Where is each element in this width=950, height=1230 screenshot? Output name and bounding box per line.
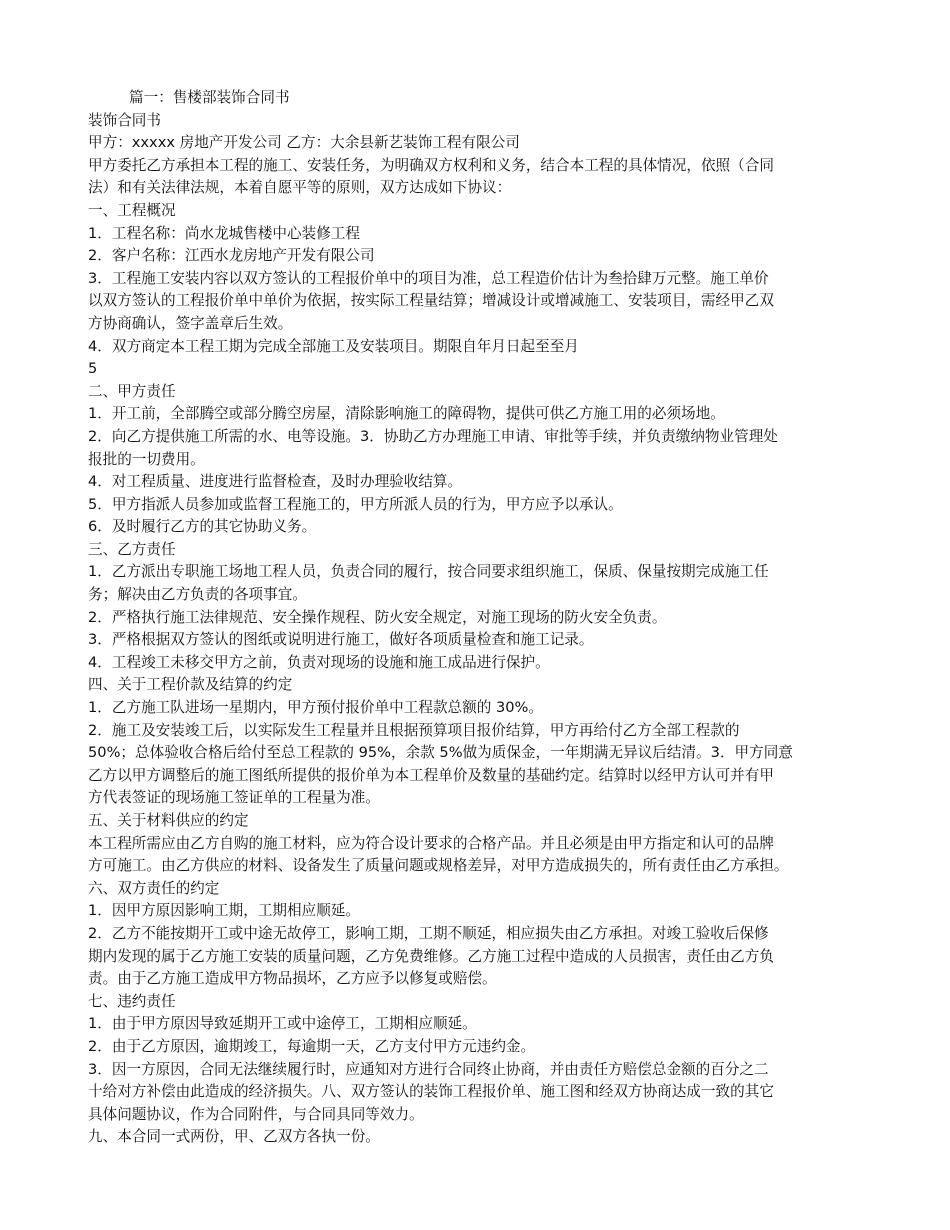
text-line: 4．工程竣工未移交甲方之前，负责对现场的设施和施工成品进行保护。	[88, 653, 550, 671]
text-line: 2．由于乙方原因，逾期竣工，每逾期一天，乙方支付甲方元违约金。	[88, 1037, 536, 1055]
text-line: 具体问题协议，作为合同附件，与合同具同等效力。	[88, 1105, 424, 1123]
text-line: 1．乙方派出专职施工场地工程人员，负责合同的履行，按合同要求组织施工，保质、保量按期完成施工任	[88, 563, 769, 581]
text-line: 2．客户名称：江西水龙房地产开发有限公司	[88, 247, 375, 265]
section-heading: 二、甲方责任	[88, 382, 176, 400]
text-line: 报批的一切费用。	[88, 450, 205, 468]
text-line: 乙方以甲方调整后的施工图纸所提供的报价单为本工程单价及数量的基础约定。结算时以经甲方认可并有甲	[88, 766, 774, 784]
parties-line: 甲方：xxxxx 房地产开发公司 乙方：大余县新艺装饰工程有限公司	[88, 134, 520, 152]
document-title: 装饰合同书	[88, 111, 161, 129]
text-line: 1．因甲方原因影响工期，工期相应顺延。	[88, 902, 360, 920]
text-line: 2．乙方不能按期开工或中途无故停工，影响工期，工期不顺延，相应损失由乙方承担。对竣工验收后保修	[88, 924, 769, 942]
text-line: 十给对方补偿由此造成的经济损失。八、双方签认的装饰工程报价单、施工图和经双方协商达成一致的其它	[88, 1083, 774, 1101]
text-line: 务；解决由乙方负责的各项事宜。	[88, 586, 307, 604]
section-heading: 三、乙方责任	[88, 540, 176, 558]
text-line: 以双方签认的工程报价单中单价为依据，按实际工程量结算；增减设计或增减施工、安装项目，需经甲乙双	[88, 292, 774, 310]
text-line: 方可施工。由乙方供应的材料、设备发生了质量问题或规格差异，对甲方造成损失的，所有责任由乙方承担。	[88, 857, 789, 875]
text-line: 5．甲方指派人员参加或监督工程施工的，甲方所派人员的行为，甲方应予以承认。	[88, 495, 623, 513]
text-line: 本工程所需应由乙方自购的施工材料，应为符合设计要求的合格产品。并且必须是由甲方指定和认可的品牌	[88, 834, 774, 852]
text-line: 甲方委托乙方承担本工程的施工、安装任务，为明确双方权利和义务，结合本工程的具体情况，依照（合同	[88, 156, 774, 174]
text-line: 3．严格根据双方签认的图纸或说明进行施工，做好各项质量检查和施工记录。	[88, 631, 594, 649]
text-line: 3．工程施工安装内容以双方签认的工程报价单中的项目为准，总工程造价估计为叁拾肆万元整。施工单价	[88, 269, 769, 287]
text-line: 6．及时履行乙方的其它协助义务。	[88, 518, 317, 536]
text-line: 1．工程名称：尚水龙城售楼中心装修工程	[88, 224, 360, 242]
text-line: 2．施工及安装竣工后，以实际发生工程量并且根据预算项目报价结算，甲方再给付乙方全部工程款的	[88, 721, 740, 739]
text-line: 50%；总体验收合格后给付至总工程款的 95%，余款 5%做为质保金，一年期满无异议后结清。3．甲方同意	[88, 744, 793, 762]
text-line: 1．开工前，全部腾空或部分腾空房屋，清除影响施工的障碍物，提供可供乙方施工用的必须场地。	[88, 405, 725, 423]
section-heading: 四、关于工程价款及结算的约定	[88, 676, 293, 694]
text-line: 期内发现的属于乙方施工安装的质量问题，乙方免费维修。乙方施工过程中造成的人员损害，责任由乙方负	[88, 947, 774, 965]
text-line: 责。由于乙方施工造成甲方物品损坏，乙方应予以修复或赔偿。	[88, 970, 497, 988]
text-line: 4．对工程质量、进度进行监督检查，及时办理验收结算。	[88, 473, 463, 491]
section-heading: 一、工程概况	[88, 201, 176, 219]
text-line: 九、本合同一式两份，甲、乙双方各执一份。	[88, 1128, 380, 1146]
section-heading: 五、关于材料供应的约定	[88, 812, 249, 829]
section-heading: 篇一：售楼部装饰合同书	[129, 89, 290, 106]
section-heading: 六、双方责任的约定	[88, 879, 220, 897]
text-line: 方代表签证的现场施工签证单的工程量为准。	[88, 789, 380, 807]
text-line: 法）和有关法律法规，本着自愿平等的原则，双方达成如下协议：	[88, 179, 512, 197]
text-line: 4．双方商定本工程工期为完成全部施工及安装项目。期限自年月日起至至月	[88, 337, 579, 355]
section-heading: 七、违约责任	[88, 992, 176, 1010]
text-line: 1．乙方施工队进场一星期内，甲方预付报价单中工程款总额的 30%。	[88, 699, 543, 717]
text-line: 1．由于甲方原因导致延期开工或中途停工，工期相应顺延。	[88, 1015, 477, 1033]
text-line: 方协商确认，签字盖章后生效。	[88, 314, 293, 332]
text-line: 3．因一方原因，合同无法继续履行时，应通知对方进行合同终止协商，并由责任方赔偿总金额的百分之二	[88, 1060, 769, 1078]
text-line: 2．向乙方提供施工所需的水、电等设施。3．协助乙方办理施工申请、审批等手续，并负责缴纳物业管理处	[88, 427, 778, 445]
text-line: 2．严格执行施工法律规范、安全操作规程、防火安全规定，对施工现场的防火安全负责。	[88, 608, 667, 626]
text-line: 5	[88, 360, 98, 378]
